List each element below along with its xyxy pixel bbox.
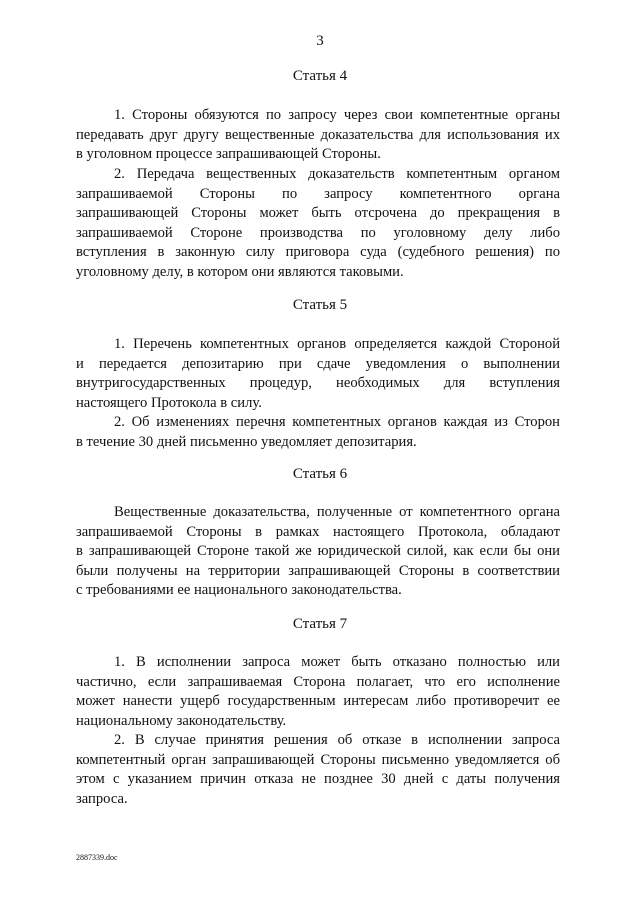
text-line: запрашиваемой Стороны в рамках настоящего Протокола, обладают (76, 523, 560, 540)
text-line: в уголовном процессе запрашивающей Стороны. (76, 146, 381, 163)
article-6-title: Статья 6 (292, 466, 348, 482)
text-line: внутригосударственных процедур, необходимых для вступления (76, 375, 560, 392)
text-line: с требованиями ее национального законодательства. (76, 582, 402, 599)
text-line: 1. Перечень компетентных органов определяется каждой Стороной (114, 336, 560, 352)
text-line: 1. Стороны обязуются по запросу через свои компетентные органы (114, 107, 560, 123)
text-line: и передается депозитарию при сдаче уведомления о выполнении (76, 355, 560, 372)
text-line: запрашивающей Стороны может быть отсрочена до прекращения в (76, 205, 560, 222)
article-7-title: Статья 7 (292, 616, 348, 632)
text-line: вступления в законную силу приговора суда (судебного решения) по (76, 244, 560, 261)
text-line: национальному законодательству. (76, 712, 287, 729)
page-number: 3 (316, 33, 324, 49)
article-5-paragraph-1 (76, 335, 560, 413)
text-line: этом с указанием причин отказа не позднее 30 дней с даты получения (76, 771, 560, 788)
text-line: 2. Об изменениях перечня компетентных органов каждая из Сторон (114, 414, 560, 430)
article-4-paragraph-1 (76, 106, 560, 165)
article-6-paragraph-1 (76, 503, 560, 601)
article-4-paragraph-2 (76, 165, 560, 283)
text-line: 1. В исполнении запроса может быть отказано полностью или (114, 654, 560, 670)
text-line: компетентный орган запрашивающей Стороны письменно уведомляется об (76, 751, 560, 768)
text-line: 2. В случае принятия решения об отказе в исполнении запроса (114, 732, 560, 748)
text-line: уголовному делу, в котором они являются таковыми. (76, 263, 404, 280)
text-line: в запрашивающей Стороне такой же юридической силой, как если бы они (76, 543, 560, 560)
text-line: Вещественные доказательства, полученные от компетентного органа (114, 504, 560, 520)
text-line: запрашиваемой Стороны по запросу компетентного органа (76, 185, 560, 202)
text-line: 2. Передача вещественных доказательств компетентным органом (114, 166, 560, 182)
text-line: может нанести ущерб государственным интересам либо противоречит ее (76, 693, 560, 710)
text-line: были получены на территории запрашивающей Стороны в соответствии (76, 562, 560, 579)
text-line: запроса. (76, 790, 128, 807)
document-filename: 2887339.doc (76, 853, 118, 862)
article-5-paragraph-2 (76, 413, 560, 452)
article-7-paragraph-2 (76, 731, 560, 809)
text-line: в течение 30 дней письменно уведомляет депозитария. (76, 433, 417, 450)
article-4-title: Статья 4 (292, 68, 348, 84)
article-5-title: Статья 5 (292, 297, 348, 313)
text-line: частично, если запрашиваемая Сторона полагает, что его исполнение (76, 673, 560, 690)
text-line: передавать друг другу вещественные доказательства для использования их (76, 126, 560, 143)
text-line: настоящего Протокола в силу. (76, 394, 262, 411)
text-line: запрашиваемой Стороне производства по уголовному делу либо (76, 224, 560, 241)
article-7-paragraph-1 (76, 653, 560, 731)
